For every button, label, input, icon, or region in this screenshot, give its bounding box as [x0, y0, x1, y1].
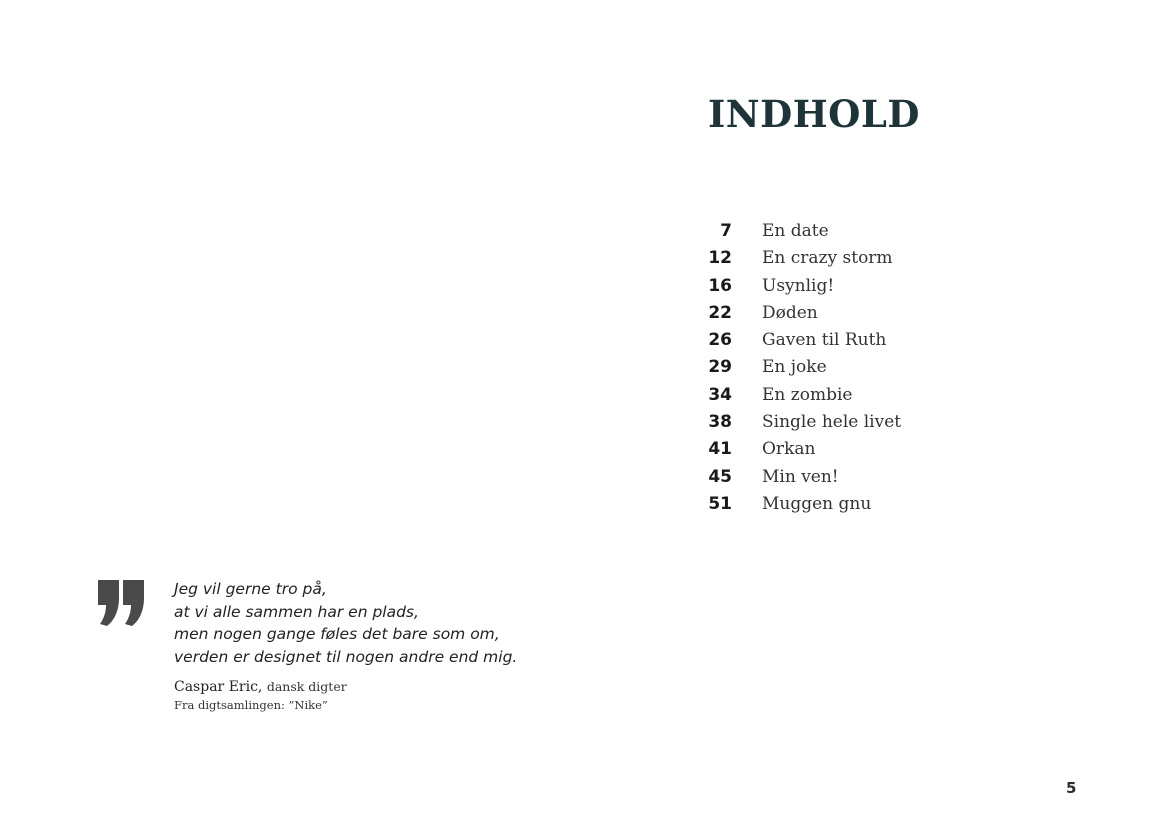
toc-entry: [704, 494, 901, 521]
quote-source: Fra digtsamlingen: ”Nike”: [174, 698, 328, 712]
toc-entry: [704, 248, 901, 275]
toc-page-number: 26: [708, 330, 732, 351]
page-number: 5: [1066, 779, 1077, 797]
toc-chapter-title: En zombie: [762, 384, 853, 405]
toc-entry: [704, 467, 901, 494]
quote-line: verden er designet til nogen andre end mig.: [174, 647, 518, 666]
toc-page-number: 29: [708, 357, 732, 378]
toc-entry: [704, 385, 901, 412]
toc-chapter-title: Single hele livet: [762, 412, 902, 433]
toc-page-number: 41: [708, 439, 732, 460]
toc-chapter-title: Usynlig!: [762, 275, 835, 296]
quote-line: at vi alle sammen har en plads,: [174, 602, 419, 621]
quote-line: men nogen gange føles det bare som om,: [174, 625, 500, 643]
closing-quote-icon: [96, 578, 148, 628]
author-description: dansk digter: [266, 679, 347, 694]
toc-entry: [704, 439, 901, 466]
toc-entry: [704, 330, 901, 357]
toc-chapter-title: Min ven!: [762, 466, 839, 487]
toc-page-number: 12: [708, 248, 732, 269]
toc-page-number: 22: [708, 302, 732, 323]
author-name: Caspar Eric,: [174, 679, 263, 695]
epigraph-quote: [174, 578, 517, 712]
toc-entry: [704, 303, 901, 330]
toc-chapter-title: En crazy storm: [762, 248, 893, 269]
toc-entry: [704, 221, 901, 248]
toc-entry: [704, 276, 901, 303]
toc-chapter-title: Døden: [762, 302, 818, 323]
toc-entry: [704, 357, 901, 384]
toc-list: [704, 221, 901, 521]
toc-page-number: 45: [708, 466, 732, 487]
toc-page-number: 38: [708, 412, 732, 433]
toc-chapter-title: Orkan: [762, 439, 816, 460]
quote-attribution: [174, 679, 517, 695]
toc-chapter-title: Gaven til Ruth: [762, 330, 887, 351]
toc-page-number: 51: [708, 493, 732, 514]
quote-line: Jeg vil gerne tro på,: [174, 580, 327, 598]
toc-page-number: 16: [708, 275, 732, 296]
toc-chapter-title: En joke: [762, 357, 827, 378]
toc-page-number: 7: [720, 221, 732, 241]
toc-entry: [704, 412, 901, 439]
toc-chapter-title: Muggen gnu: [762, 493, 872, 514]
toc-title: INDHOLD: [708, 92, 921, 136]
toc-chapter-title: En date: [762, 221, 829, 241]
toc-page-number: 34: [708, 384, 732, 405]
